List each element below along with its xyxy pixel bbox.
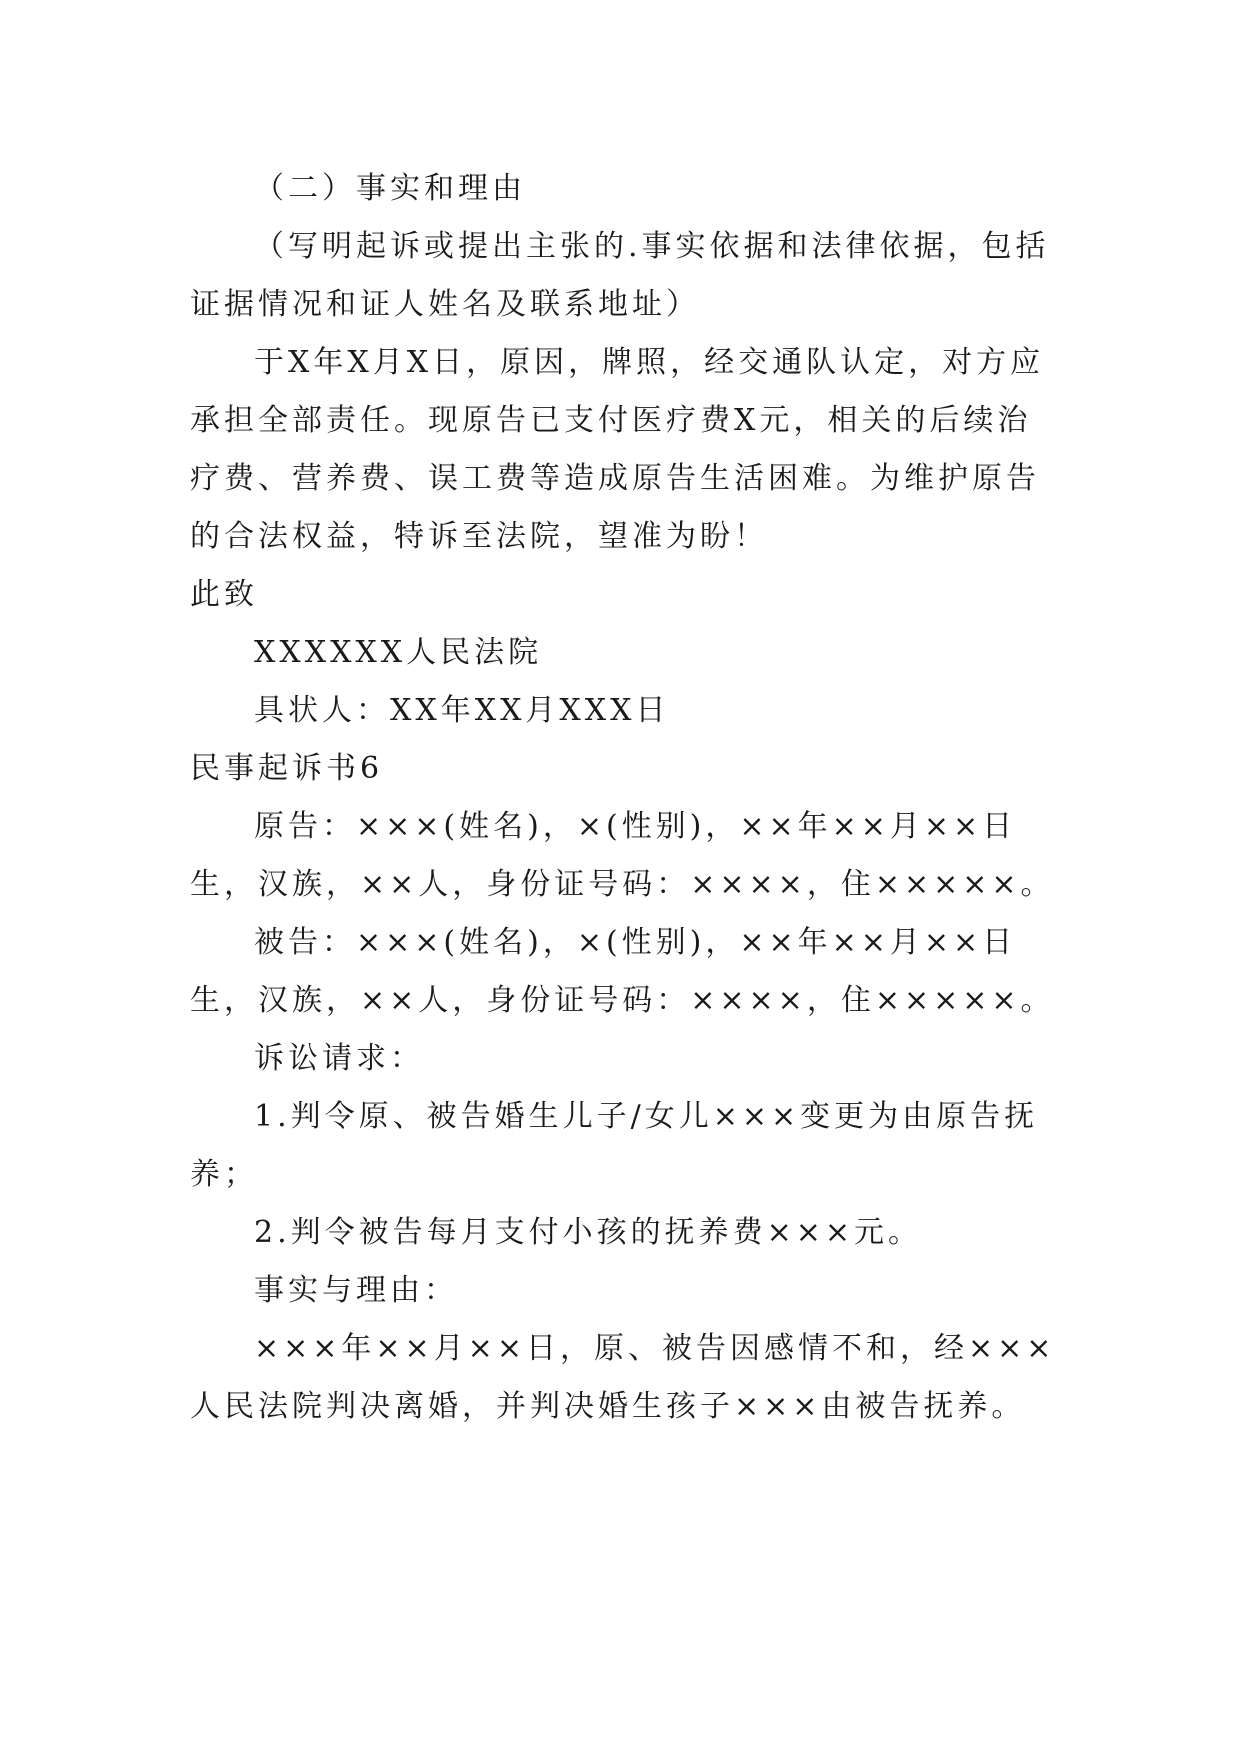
- reasons-heading: 事实与理由：: [254, 1273, 458, 1308]
- facts-note: （写明起诉或提出主张的.事实依据和法律依据，包括证据情况和证人姓名及联系地址）: [190, 229, 1050, 322]
- defendant-info: 被告：×××(姓名)，×(性别)，××年××月××日生，汉族，××人，身份证号码：××××，住×××××。: [190, 925, 1055, 1018]
- claims-heading: 诉讼请求：: [254, 1041, 424, 1076]
- facts-heading: （二）事实和理由: [254, 171, 526, 206]
- salutation: 此致: [190, 577, 258, 612]
- document-body: [190, 160, 1060, 1436]
- claim-item-2: 2.判令被告每月支付小孩的抚养费×××元。: [254, 1215, 923, 1250]
- signature-date: 具状人：XX年XX月XXX日: [254, 693, 670, 728]
- facts-body: 于X年X月X日，原因，牌照，经交通队认定，对方应承担全部责任。现原告已支付医疗费X元，相关的后续治疗费、营养费、误工费等造成原告生活困难。为维护原告的合法权益，特诉至法院，望准为盼！: [190, 345, 1045, 554]
- plaintiff-info: 原告：×××(姓名)，×(性别)，××年××月××日生，汉族，××人，身份证号码：××××，住×××××。: [190, 809, 1055, 902]
- doc-title: 民事起诉书6: [190, 751, 384, 786]
- court-name: XXXXXX人民法院: [254, 635, 543, 670]
- claim-item-1: 1.判令原、被告婚生儿子/女儿×××变更为由原告抚养；: [190, 1099, 1039, 1192]
- reasons-body: ×××年××月××日，原、被告因感情不和，经×××人民法院判决离婚，并判决婚生孩子×××由被告抚养。: [190, 1331, 1056, 1424]
